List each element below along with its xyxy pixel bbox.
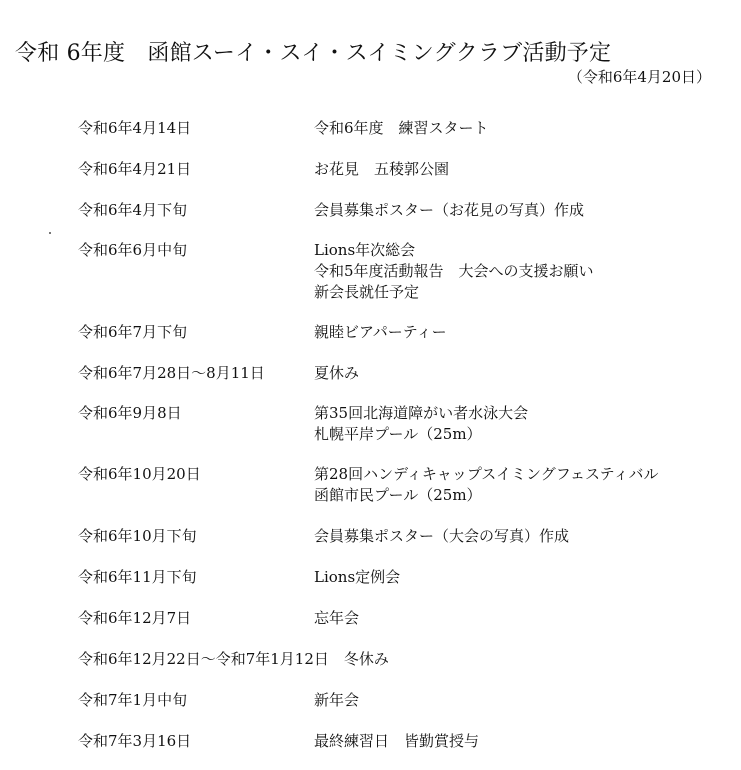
- schedule-date: 令和6年12月7日: [78, 609, 192, 627]
- event-line: お花見 五稜郭公園: [314, 160, 450, 178]
- event-line: 第35回北海道障がい者水泳大会: [314, 404, 529, 422]
- schedule-date: 令和7年1月中旬: [78, 691, 188, 709]
- event-line: Lions年次総会: [314, 241, 416, 259]
- event-line: 札幌平岸プール（25m）: [314, 425, 482, 443]
- event-line: 会員募集ポスター（お花見の写真）作成: [314, 201, 585, 219]
- schedule-date: 令和7年3月16日: [78, 732, 192, 750]
- schedule-event: [314, 403, 528, 445]
- event-line: 令和6年度 練習スタート: [314, 119, 489, 137]
- schedule-event: [314, 322, 447, 343]
- schedule-event: [314, 240, 594, 303]
- schedule-date: 令和6年4月21日: [78, 160, 192, 178]
- event-line: 令和5年度活動報告 大会への支援お願い: [314, 262, 594, 280]
- schedule-row: [0, 649, 741, 670]
- schedule-date: 令和6年9月8日: [78, 404, 182, 422]
- schedule-date: 令和6年12月22日～令和7年1月12日: [78, 650, 329, 668]
- event-line: 新年会: [314, 691, 360, 709]
- schedule-event: [314, 608, 359, 629]
- schedule-event: [314, 526, 569, 547]
- event-line: 新会長就任予定: [314, 283, 420, 301]
- schedule-event: [314, 159, 449, 180]
- schedule-date: 令和6年10月20日: [78, 465, 201, 483]
- schedule-date: 令和6年7月28日～8月11日: [78, 364, 265, 382]
- event-line: 函館市民プール（25m）: [314, 486, 482, 504]
- schedule-event: [314, 731, 479, 752]
- event-line: 忘年会: [314, 609, 360, 627]
- event-line: Lions定例会: [314, 568, 401, 586]
- schedule-date: 令和6年11月下旬: [78, 568, 197, 586]
- schedule-date: 令和6年7月下旬: [78, 323, 188, 341]
- document-title: 令和 6年度 函館スーイ・スイ・スイミングクラブ活動予定: [15, 41, 612, 66]
- schedule-event: [314, 200, 584, 221]
- event-line: 冬休み: [343, 650, 389, 668]
- document-date: （令和6年4月20日）: [567, 68, 711, 86]
- schedule-event: [344, 650, 389, 668]
- schedule-event: [314, 464, 658, 506]
- schedule-event: [314, 690, 359, 711]
- schedule-event: [314, 363, 359, 384]
- event-line: 親睦ビアパーティー: [314, 323, 447, 341]
- schedule-date: 令和6年10月下旬: [78, 527, 197, 545]
- event-line: 会員募集ポスター（大会の写真）作成: [314, 527, 570, 545]
- event-line: 最終練習日 皆勤賞授与: [314, 732, 480, 750]
- schedule-date: 令和6年4月下旬: [78, 201, 188, 219]
- event-line: 第28回ハンディキャップスイミングフェスティバル: [314, 465, 659, 483]
- schedule-event: [314, 118, 489, 139]
- schedule-date: 令和6年4月14日: [78, 119, 192, 137]
- event-line: 夏休み: [314, 364, 360, 382]
- scan-speck: [49, 232, 51, 234]
- schedule-date: 令和6年6月中旬: [78, 241, 188, 259]
- schedule-event: [314, 567, 400, 588]
